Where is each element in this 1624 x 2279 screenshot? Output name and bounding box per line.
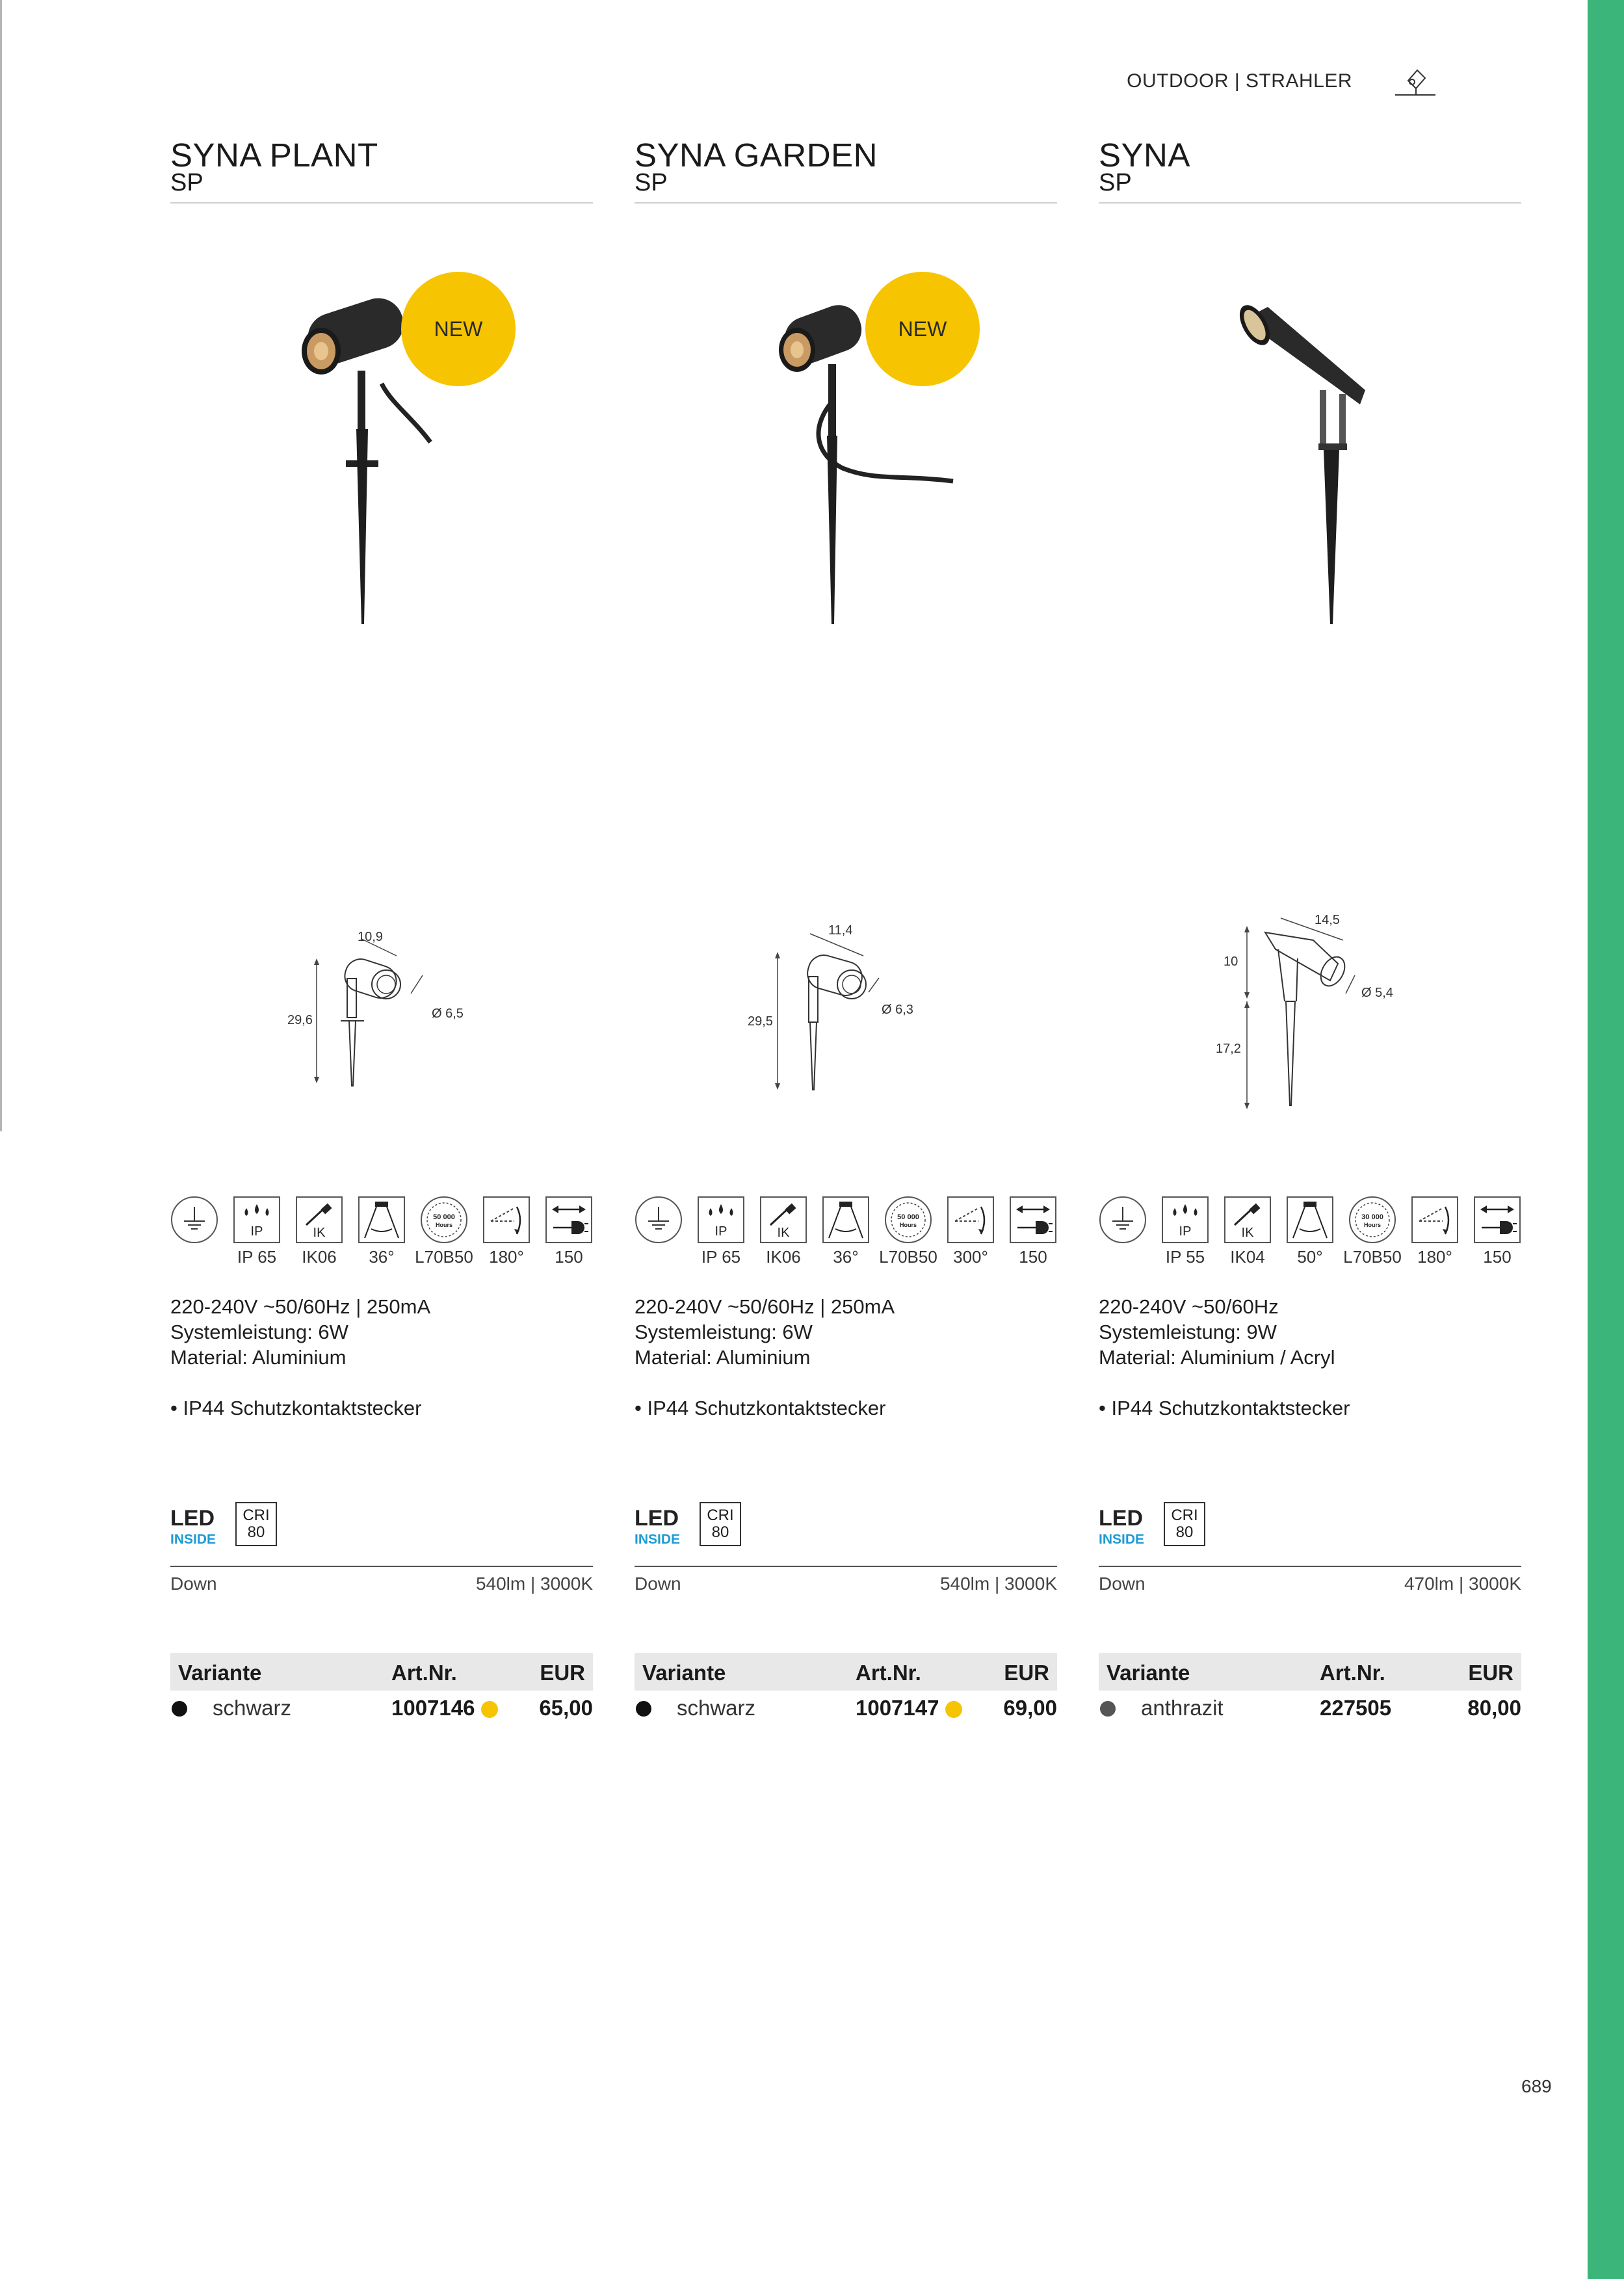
light-divider [170, 1566, 593, 1567]
header-article: Art.Nr. [1320, 1661, 1385, 1685]
table-row [1099, 1693, 1521, 1722]
lifetime-icon [421, 1196, 467, 1243]
new-badge: NEW [401, 272, 516, 386]
rotation-icon [483, 1196, 530, 1243]
spec-list [1099, 1294, 1335, 1370]
product-photo [1209, 260, 1424, 650]
variant-color: schwarz [213, 1696, 292, 1720]
section-color-bar [1588, 0, 1624, 2279]
product-title: SYNA [1099, 137, 1190, 174]
article-number: 1007146 [391, 1696, 475, 1720]
led-inside-logo [170, 1506, 218, 1546]
cable-length-icon [545, 1196, 592, 1243]
lifetime-icon [885, 1196, 932, 1243]
svg-text:LED: LED [635, 1506, 679, 1531]
product-column-syna-plant [170, 0, 593, 2279]
page-number: 689 [1521, 2076, 1552, 2096]
product-subtitle: SP [1099, 169, 1132, 196]
svg-text:IP: IP [250, 1224, 263, 1239]
feature-protection-class [170, 1196, 218, 1267]
title-divider [170, 202, 593, 204]
spec-list [635, 1294, 895, 1370]
rotation-icon [1411, 1196, 1458, 1243]
feature-lifetime: 50 000 Hours L70B50 [884, 1196, 932, 1267]
beam-angle-icon [358, 1196, 405, 1243]
feature-ip-rating: IP IP 65 [697, 1196, 745, 1267]
feature-beam-angle: 36° [358, 1196, 406, 1267]
color-swatch [1100, 1701, 1116, 1717]
feature-ik-rating: IK IK04 [1224, 1196, 1272, 1267]
price: 65,00 [539, 1696, 593, 1720]
svg-text:IK: IK [777, 1226, 790, 1240]
light-output: 470lm | 3000K [1404, 1574, 1521, 1594]
feature-protection-class [1099, 1196, 1147, 1267]
header-article: Art.Nr. [856, 1661, 921, 1685]
svg-text:50 000: 50 000 [433, 1213, 455, 1221]
feature-rotation: 180° [1411, 1196, 1459, 1267]
cri-badge: CRI 80 [235, 1502, 277, 1546]
light-divider [1099, 1566, 1521, 1567]
product-subtitle: SP [170, 169, 203, 196]
ip-rating-icon [1162, 1196, 1209, 1243]
product-title: SYNA PLANT [170, 137, 378, 174]
protection-class-icon [635, 1196, 682, 1243]
dimension-drawing [287, 904, 482, 1118]
cri-badge: CRI 80 [700, 1502, 741, 1546]
feature-icons [170, 1196, 593, 1267]
article-number: 1007147 [856, 1696, 939, 1720]
svg-text:Hours: Hours [435, 1222, 453, 1228]
price: 69,00 [1003, 1696, 1057, 1720]
table-row [170, 1693, 593, 1722]
feature-ip-rating: IP IP 55 [1161, 1196, 1209, 1267]
feature-cable-length: 150 [1009, 1196, 1057, 1267]
product-column-syna-garden [635, 0, 1057, 2279]
variant-table-header [1099, 1653, 1521, 1691]
spec-power: Systemleistung: 9W [1099, 1321, 1277, 1343]
title-divider [635, 202, 1057, 204]
dimension-length: 14,5 [1315, 913, 1340, 927]
svg-text:Hours: Hours [899, 1222, 917, 1228]
led-inside-logo [1099, 1506, 1147, 1546]
svg-text:LED: LED [170, 1506, 215, 1531]
feature-bullet: • IP44 Schutzkontaktstecker [170, 1397, 422, 1419]
protection-class-icon [1099, 1196, 1146, 1243]
ik-rating-icon [760, 1196, 807, 1243]
svg-text:INSIDE: INSIDE [170, 1532, 216, 1546]
spec-power: Systemleistung: 6W [170, 1321, 348, 1343]
spec-power: Systemleistung: 6W [635, 1321, 813, 1343]
header-variant: Variante [178, 1661, 262, 1685]
svg-text:30 000: 30 000 [1361, 1213, 1383, 1221]
dimension-spike-height: 17,2 [1216, 1042, 1241, 1056]
product-subtitle: SP [635, 169, 668, 196]
spec-voltage: 220-240V ~50/60Hz [1099, 1295, 1279, 1318]
section-title: OUTDOOR | STRAHLER [1127, 70, 1352, 92]
ik-rating-icon [296, 1196, 343, 1243]
header-price: EUR [1004, 1661, 1049, 1685]
color-swatch [172, 1701, 187, 1717]
dimension-drawing [748, 904, 947, 1118]
article-number: 227505 [1320, 1696, 1392, 1720]
protection-class-icon [171, 1196, 218, 1243]
svg-text:INSIDE: INSIDE [1099, 1532, 1145, 1546]
dimension-drawing [1216, 904, 1411, 1118]
header-variant: Variante [642, 1661, 726, 1685]
dimension-height: 29,6 [287, 1013, 313, 1027]
spec-material: Material: Aluminium [635, 1346, 811, 1369]
svg-text:LED: LED [1099, 1506, 1143, 1531]
light-output: 540lm | 3000K [939, 1574, 1057, 1594]
spec-material: Material: Aluminium / Acryl [1099, 1346, 1335, 1369]
price: 80,00 [1467, 1696, 1521, 1720]
feature-bullet: • IP44 Schutzkontaktstecker [1099, 1397, 1350, 1419]
spec-voltage: 220-240V ~50/60Hz | 250mA [635, 1295, 895, 1318]
cri-badge: CRI 80 [1164, 1502, 1205, 1546]
variant-color: anthrazit [1141, 1696, 1224, 1720]
variant-table-header [635, 1653, 1057, 1691]
beam-angle-icon [1287, 1196, 1333, 1243]
dimension-diameter: Ø 6,3 [882, 1003, 913, 1017]
ik-rating-icon [1224, 1196, 1271, 1243]
ip-rating-icon [698, 1196, 744, 1243]
cable-length-icon [1474, 1196, 1521, 1243]
svg-text:IK: IK [1241, 1226, 1254, 1240]
feature-cable-length: 150 [1473, 1196, 1521, 1267]
light-direction: Down [170, 1574, 217, 1594]
feature-cable-length: 150 [545, 1196, 593, 1267]
beam-angle-icon [822, 1196, 869, 1243]
product-column-syna [1099, 0, 1521, 2279]
svg-text:IP: IP [714, 1224, 727, 1239]
ip-rating-icon [233, 1196, 280, 1243]
spec-material: Material: Aluminium [170, 1346, 347, 1369]
spec-list [170, 1294, 430, 1370]
feature-lifetime: 30 000 Hours L70B50 [1348, 1196, 1396, 1267]
dimension-diameter: Ø 6,5 [432, 1007, 464, 1021]
light-divider [635, 1566, 1057, 1567]
title-divider [1099, 202, 1521, 204]
table-row [635, 1693, 1057, 1722]
lifetime-icon [1349, 1196, 1396, 1243]
feature-rotation: 180° [482, 1196, 530, 1267]
svg-text:Hours: Hours [1363, 1222, 1382, 1228]
light-direction: Down [635, 1574, 681, 1594]
new-badge: NEW [865, 272, 980, 386]
dimension-height: 29,5 [748, 1014, 773, 1029]
svg-text:IK: IK [313, 1226, 326, 1240]
header-variant: Variante [1107, 1661, 1190, 1685]
spec-voltage: 220-240V ~50/60Hz | 250mA [170, 1295, 431, 1318]
svg-text:IP: IP [1179, 1224, 1192, 1239]
dimension-head-height: 10 [1224, 955, 1238, 969]
dimension-width: 11,4 [828, 923, 853, 938]
light-direction: Down [1099, 1574, 1146, 1594]
new-item-dot [481, 1701, 498, 1718]
svg-text:50 000: 50 000 [897, 1213, 919, 1221]
feature-beam-angle: 50° [1286, 1196, 1334, 1267]
rotation-icon [947, 1196, 994, 1243]
feature-bullet: • IP44 Schutzkontaktstecker [635, 1397, 886, 1419]
feature-icons [1099, 1196, 1521, 1267]
feature-ik-rating: IK IK06 [759, 1196, 807, 1267]
header-price: EUR [1468, 1661, 1513, 1685]
header-article: Art.Nr. [391, 1661, 457, 1685]
left-margin-rule [0, 0, 2, 1131]
header-price: EUR [540, 1661, 585, 1685]
feature-ik-rating: IK IK06 [295, 1196, 343, 1267]
dimension-width: 10,9 [358, 930, 383, 944]
led-inside-logo [635, 1506, 683, 1546]
new-item-dot [945, 1701, 962, 1718]
cable-length-icon [1010, 1196, 1056, 1243]
product-title: SYNA GARDEN [635, 137, 878, 174]
variant-color: schwarz [677, 1696, 756, 1720]
light-output: 540lm | 3000K [475, 1574, 593, 1594]
feature-protection-class [635, 1196, 683, 1267]
feature-beam-angle: 36° [822, 1196, 870, 1267]
color-swatch [636, 1701, 651, 1717]
feature-rotation: 300° [947, 1196, 995, 1267]
dimension-diameter: Ø 5,4 [1361, 986, 1393, 1000]
variant-table-header [170, 1653, 593, 1691]
feature-ip-rating: IP IP 65 [233, 1196, 281, 1267]
feature-lifetime: 50 000 Hours L70B50 [420, 1196, 468, 1267]
svg-text:INSIDE: INSIDE [635, 1532, 681, 1546]
feature-icons [635, 1196, 1057, 1267]
